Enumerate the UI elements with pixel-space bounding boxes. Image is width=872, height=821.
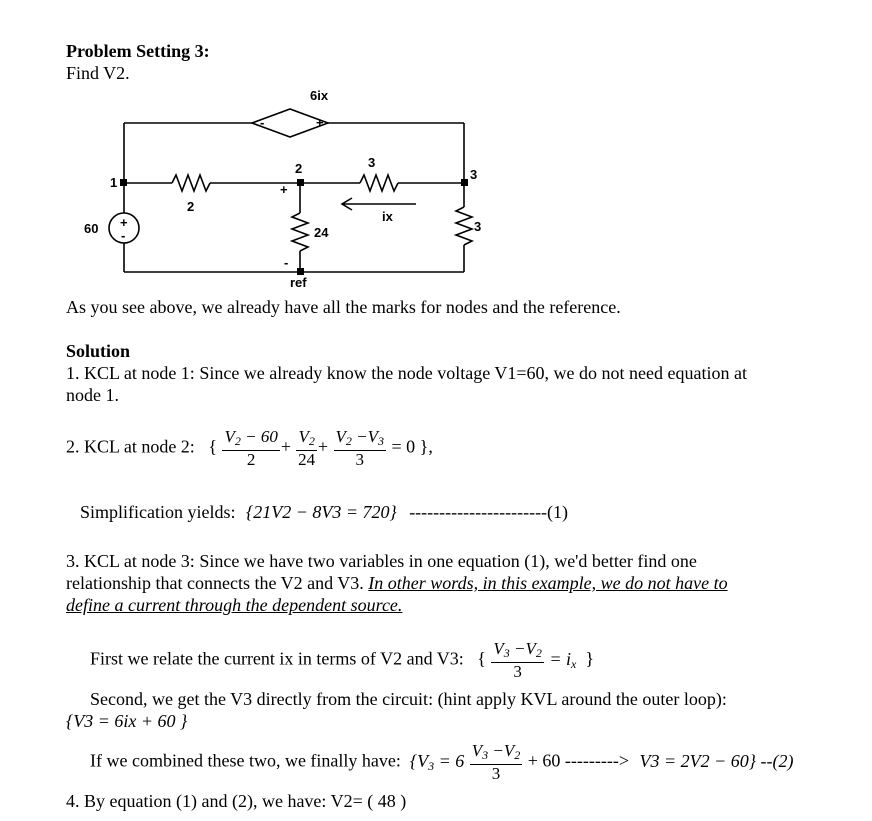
node2-minus: - [284, 255, 289, 270]
first-relation: First we relate the current ix in terms of V2 and V3: { $\frac{V_3 -V_2}{3}$ = $i_x$ } [90, 639, 595, 681]
step3-line3: define a current through the dependent source. [66, 595, 403, 615]
r-left-label: 2 [187, 199, 195, 214]
current-label: ix [382, 209, 393, 224]
node3-label: 3 [368, 155, 376, 170]
r-right-label: 3 [474, 219, 482, 234]
step3-line2 [66, 572, 728, 594]
source-label: 60 [84, 221, 99, 236]
simplify-eq: {21V2 − 8V3 = 720} [246, 502, 397, 522]
step4-line: 4. By equation (1) and (2), we have: V2= ( 48 ) [66, 791, 407, 811]
second-label: Second, we get the V3 directly from the circuit: (hint apply KVL around the outer loop): [90, 689, 727, 709]
step2-line: 2. KCL at node 2: { $\frac{V_2 - 60}{2}$ + $\frac{V_2}{24}$ + $\frac{V_2 -V_3}{3}$ = 0 }, [66, 427, 433, 469]
second-eq: {V3 = 6ix + 60 } [66, 711, 188, 731]
r-mid-label: 24 [314, 225, 329, 240]
step3-line1: 3. KCL at node 3: Since we have two variables in one equation (1), we'd better find one [66, 551, 697, 571]
resistor-3-top [360, 175, 398, 191]
combined-arrow: + 60 ---------> [527, 750, 630, 771]
resistor-2-left [172, 175, 210, 191]
diamond-minus: - [260, 115, 265, 130]
step1-line2: node 1. [66, 385, 119, 405]
node2-label: 2 [295, 161, 303, 176]
step3-text: relationship that connects the V2 and V3. [66, 573, 364, 593]
node2-plus: + [280, 182, 288, 197]
combined-result: V3 = 2V2 − 60} --(2) [639, 750, 794, 771]
problem-task: Find V2. [66, 63, 130, 83]
step2-label: 2. KCL at node 2: [66, 436, 195, 457]
combined-line: If we combined these two, we finally have: {$V_3 = 6$ $\frac{V_3 -V_2}{3}$ + 60 ---------> V3 = 2V2 − 60} --(2) [90, 741, 794, 783]
problem-title: Problem Setting 3: [66, 41, 210, 61]
node1-label: 1 [110, 175, 118, 190]
solution-heading: Solution [66, 341, 131, 361]
simplify-label: Simplification yields: [80, 502, 236, 522]
step2-rhs: = 0 }, [391, 436, 433, 457]
combined-label: If we combined these two, we finally have: [90, 750, 401, 771]
node3b-label: 3 [470, 167, 478, 182]
simplify-tag: -----------------------(1) [409, 502, 569, 522]
step3-underlined-a: In other words, in this example, we do not have to [368, 573, 728, 593]
ref-label: ref [290, 275, 307, 290]
circuit-diagram [80, 85, 500, 290]
source-plus: + [120, 215, 128, 230]
simplify-line [80, 501, 568, 523]
resistor-3-right [456, 207, 472, 245]
intro-text: As you see above, we already have all the marks for nodes and the reference. [66, 297, 621, 317]
dep-source-label: 6ix [310, 88, 329, 103]
diamond-plus: + [316, 115, 324, 130]
step1-line1: 1. KCL at node 1: Since we already know the node voltage V1=60, we do not need equation at [66, 363, 747, 383]
first-label: First we relate the current ix in terms of V2 and V3: [90, 648, 464, 669]
source-minus: - [121, 228, 126, 243]
resistor-24 [292, 213, 308, 251]
